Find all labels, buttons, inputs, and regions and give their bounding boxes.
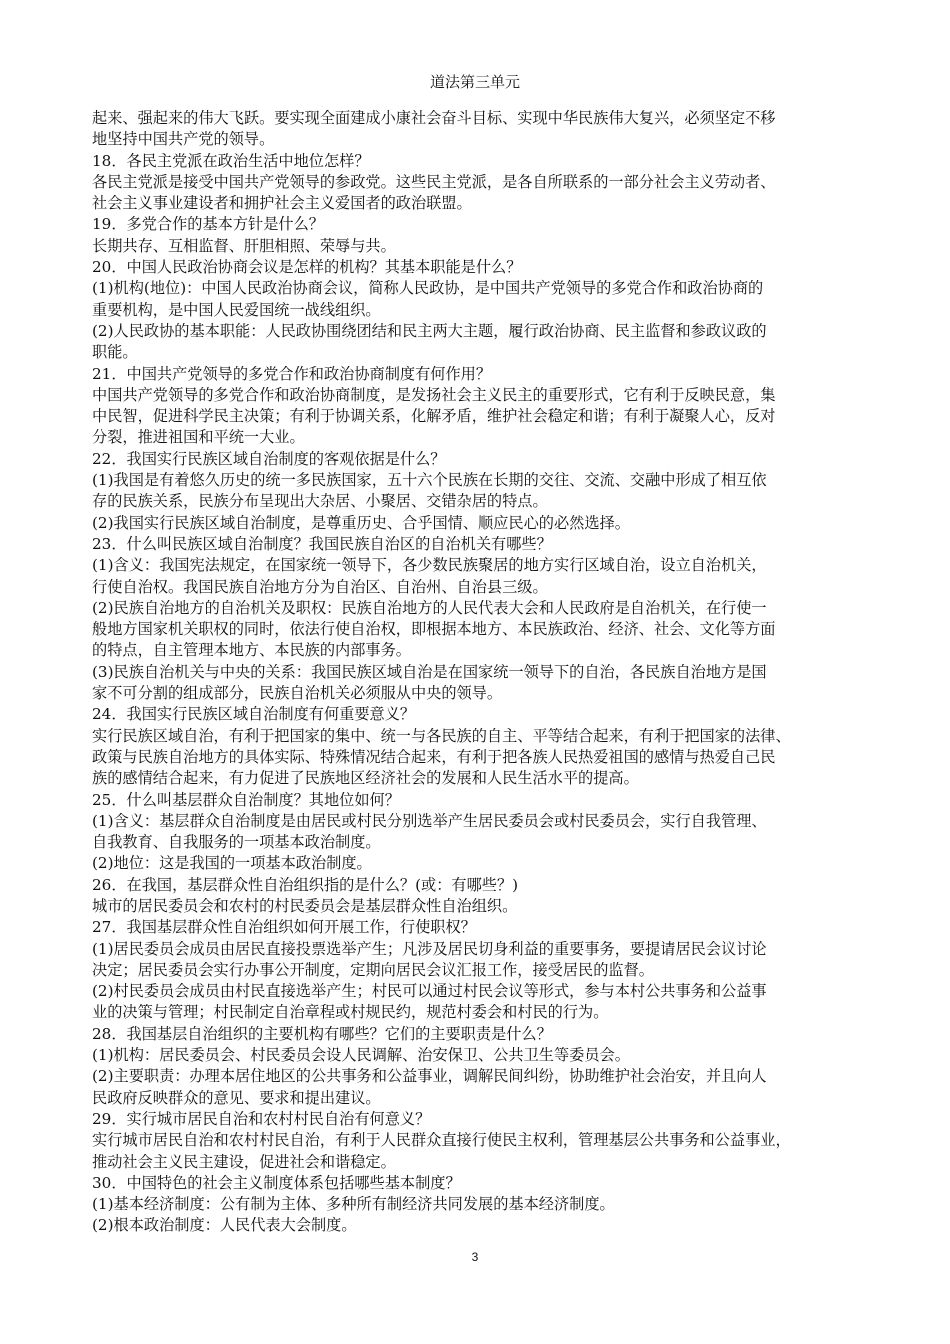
page-header: 道法第三单元	[429, 73, 520, 91]
text-line: (2)人民政协的基本职能：人民政协围绕团结和民主两大主题，履行政治协商、民主监督和参政议政的	[92, 321, 767, 340]
text-line: 行使自治权。我国民族自治地方分为自治区、自治州、自治县三级。	[92, 577, 548, 596]
text-line: 30．中国特色的社会主义制度体系包括哪些基本制度？	[92, 1173, 461, 1192]
text-line: (2)根本政治制度：人民代表大会制度。	[92, 1216, 357, 1235]
text-line: 24．我国实行民族区域自治制度有何重要意义？	[92, 705, 416, 724]
text-line: (2)民族自治地方的自治机关及职权：民族自治地方的人民代表大会和人民政府是自治机关，在行使一	[92, 598, 767, 617]
text-line: 实行民族区域自治，有利于把国家的集中、统一与各民族的自主、平等结合起来，有利于把国家的法律、	[92, 726, 791, 745]
text-line: (2)村民委员会成员由村民直接选举产生；村民可以通过村民会议等形式，参与本村公共事务和公益事	[92, 982, 767, 1001]
text-line: 29．实行城市居民自治和农村村民自治有何意义？	[92, 1109, 431, 1128]
text-line: 社会主义事业建设者和拥护社会主义爱国者的政治联盟。	[92, 194, 472, 213]
text-line: 存的民族关系，民族分布呈现出大杂居、小聚居、交错杂居的特点。	[92, 492, 548, 511]
text-line: 25．什么叫基层群众自治制度？其地位如何？	[92, 790, 400, 809]
text-line: 长期共存、互相监督、肝胆相照、荣辱与共。	[92, 236, 396, 255]
text-line: 起来、强起来的伟大飞跃。要实现全面建成小康社会奋斗目标、实现中华民族伟大复兴，必须坚定不移	[92, 109, 776, 127]
document-body	[92, 108, 862, 1237]
text-line: 各民主党派是接受中国共产党领导的参政党。这些民主党派，是各自所联系的一部分社会主义劳动者、	[92, 172, 776, 191]
text-line: (1)基本经济制度：公有制为主体、多种所有制经济共同发展的基本经济制度。	[92, 1195, 615, 1214]
page-number: 3	[471, 1250, 479, 1264]
text-line: 分裂，推进祖国和平统一大业。	[92, 428, 305, 447]
text-line: 20．中国人民政治协商会议是怎样的机构？其基本职能是什么？	[92, 258, 522, 277]
text-line: 的特点，自主管理本地方、本民族的内部事务。	[92, 641, 411, 660]
text-line: 地坚持中国共产党的领导。	[92, 130, 275, 149]
text-line: 重要机构，是中国人民爱国统一战线组织。	[92, 300, 381, 319]
text-line: (2)我国实行民族区域自治制度，是尊重历史、合乎国情、顺应民心的必然选择。	[92, 513, 630, 532]
text-line: 政策与民族自治地方的具体实际、特殊情况结合起来，有利于把各族人民热爱祖国的感情与热爱自己民	[92, 747, 776, 766]
text-line: 28．我国基层自治组织的主要机构有哪些？它们的主要职责是什么？	[92, 1024, 552, 1043]
text-line: (1)含义：我国宪法规定，在国家统一领导下，各少数民族聚居的地方实行区域自治，设立自治机关，	[92, 556, 767, 575]
text-line: 职能。	[92, 343, 138, 362]
text-line: (1)含义：基层群众自治制度是由居民或村民分别选举产生居民委员会或村民委员会，实行自我管理、	[92, 811, 767, 830]
text-line: 般地方国家机关职权的同时，依法行使自治权，即根据本地方、本民族政治、经济、社会、文化等方面	[92, 620, 776, 639]
text-line: (2)主要职责：办理本居住地区的公共事务和公益事业，调解民间纠纷，协助维护社会治安，并且向人	[92, 1067, 767, 1086]
text-line: 自我教育、自我服务的一项基本政治制度。	[92, 833, 381, 852]
text-line: (1)机构(地位)：中国人民政治协商会议，简称人民政协，是中国共产党领导的多党合作和政治协商的	[92, 279, 764, 298]
text-line: 推动社会主义民主建设，促进社会和谐稳定。	[92, 1152, 396, 1171]
text-line: 决定；居民委员会实行办事公开制度，定期向居民会议汇报工作，接受居民的监督。	[92, 960, 654, 979]
text-line: 27．我国基层群众性自治组织如何开展工作，行使职权？	[92, 918, 476, 937]
text-line: 21．中国共产党领导的多党合作和政治协商制度有何作用？	[92, 364, 492, 383]
text-line: 22．我国实行民族区域自治制度的客观依据是什么？	[92, 449, 446, 468]
text-line: (1)我国是有着悠久历史的统一多民族国家，五十六个民族在长期的交往、交流、交融中形成了相互依	[92, 471, 767, 490]
text-line: 业的决策与管理；村民制定自治章程或村规民约，规范村委会和村民的行为。	[92, 1003, 609, 1022]
text-line: 18．各民主党派在政治生活中地位怎样？	[92, 151, 370, 170]
text-line: 族的感情结合起来，有力促进了民族地区经济社会的发展和人民生活水平的提高。	[92, 769, 639, 788]
text-line: 中民智，促进科学民主决策；有利于协调关系，化解矛盾，维护社会稳定和谐；有利于凝聚人心，反对	[92, 407, 776, 426]
text-line: 23．什么叫民族区域自治制度？我国民族自治区的自治机关有哪些？	[92, 534, 552, 553]
text-line: 26．在我国，基层群众性自治组织指的是什么？(或：有哪些？)	[92, 875, 519, 894]
text-line: (2)地位：这是我国的一项基本政治制度。	[92, 854, 372, 873]
text-line: 实行城市居民自治和农村村民自治，有利于人民群众直接行使民主权利，管理基层公共事务和公益事业，	[92, 1131, 791, 1150]
text-line: 民政府反映群众的意见、要求和提出建议。	[92, 1088, 381, 1107]
text-line: (3)民族自治机关与中央的关系：我国民族区域自治是在国家统一领导下的自治，各民族自治地方是国	[92, 662, 767, 681]
text-line: 城市的居民委员会和农村的村民委员会是基层群众性自治组织。	[92, 896, 518, 915]
text-line: 家不可分割的组成部分，民族自治机关必须服从中央的领导。	[92, 684, 503, 703]
text-line: (1)居民委员会成员由居民直接投票选举产生；凡涉及居民切身利益的重要事务，要提请居民会议讨论	[92, 939, 767, 958]
text-line: (1)机构：居民委员会、村民委员会设人民调解、治安保卫、公共卫生等委员会。	[92, 1046, 630, 1065]
text-line: 中国共产党领导的多党合作和政治协商制度，是发扬社会主义民主的重要形式，它有利于反映民意，集	[92, 385, 776, 404]
text-line: 19．多党合作的基本方针是什么？	[92, 215, 324, 234]
